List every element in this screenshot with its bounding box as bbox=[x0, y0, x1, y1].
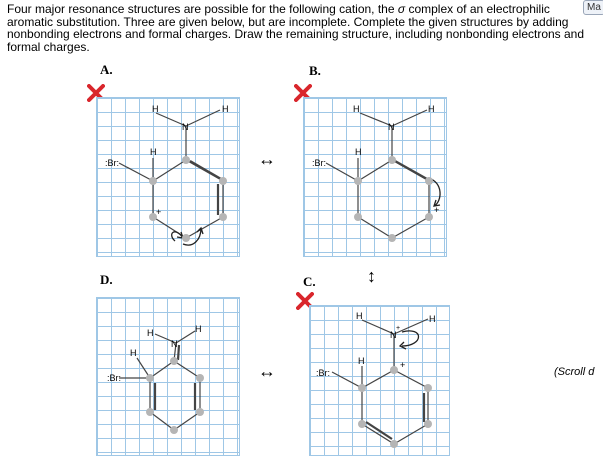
atom-h-a3: H bbox=[150, 147, 157, 157]
atom-h-d3: H bbox=[130, 348, 137, 358]
atom-br-b: :Br: bbox=[312, 158, 327, 168]
atom-br-a: :Br: bbox=[105, 158, 120, 168]
atom-n-b: N bbox=[388, 122, 395, 132]
atom-br-d: :Br: bbox=[107, 373, 122, 383]
atom-h-c2: H bbox=[429, 314, 436, 324]
resonance-arrow-ab: ↔ bbox=[258, 149, 276, 169]
atom-h-b1: H bbox=[353, 104, 360, 114]
curved-arrow-a1 bbox=[172, 232, 183, 241]
drawing-canvas-c[interactable] bbox=[309, 305, 450, 456]
atom-h-b3: H bbox=[355, 147, 362, 157]
formal-charge-a: + bbox=[156, 207, 162, 217]
structure-b-svg bbox=[304, 98, 448, 258]
atom-n-d: N bbox=[171, 339, 178, 349]
drawing-canvas-d[interactable] bbox=[96, 297, 240, 456]
curved-arrow-c bbox=[400, 331, 419, 349]
formal-charge-c-n: + bbox=[396, 325, 401, 332]
label-b: B. bbox=[309, 63, 321, 78]
atom-h-a2: H bbox=[222, 104, 229, 114]
instructions-text bbox=[7, 3, 595, 53]
atom-h-d1: H bbox=[147, 328, 154, 338]
atom-h-a1: H bbox=[152, 104, 159, 114]
atom-h-c1: H bbox=[356, 311, 363, 321]
resonance-arrow-bc: ↕ bbox=[367, 266, 376, 286]
label-c: C. bbox=[303, 274, 316, 289]
atom-n-a: N bbox=[182, 122, 189, 132]
atom-h-d2: H bbox=[195, 324, 202, 334]
atom-h-c3: H bbox=[358, 356, 365, 366]
label-d: D. bbox=[100, 272, 113, 287]
label-a: A. bbox=[100, 62, 113, 77]
atom-h-b2: H bbox=[428, 104, 435, 114]
formal-charge-b: + bbox=[434, 205, 440, 215]
instructions-part2: complex of an electrophilic aromatic substitution. Three are given below, but are incomplete. Complete the given structures by adding nonbonding electrons and formal charges. Draw the remaining structure, including nonbonding electrons and formal charges. bbox=[7, 2, 585, 54]
atom-n-c: N bbox=[390, 330, 397, 340]
drawing-canvas-a[interactable] bbox=[96, 97, 240, 257]
sigma-symbol: σ bbox=[397, 2, 406, 16]
formal-charge-c: + bbox=[400, 360, 406, 370]
drawing-canvas-b[interactable] bbox=[303, 97, 447, 257]
structure-d-svg bbox=[97, 298, 241, 457]
resonance-arrow-dc: ↔ bbox=[258, 361, 276, 381]
atom-br-c: :Br: bbox=[316, 368, 331, 378]
scroll-hint: (Scroll d bbox=[554, 366, 595, 378]
structure-a-svg bbox=[97, 98, 241, 258]
instructions-part1: Four major resonance structures are possible for the following cation, the bbox=[7, 2, 398, 16]
structure-c-svg bbox=[310, 306, 451, 457]
corner-button[interactable]: Ma bbox=[583, 0, 603, 15]
